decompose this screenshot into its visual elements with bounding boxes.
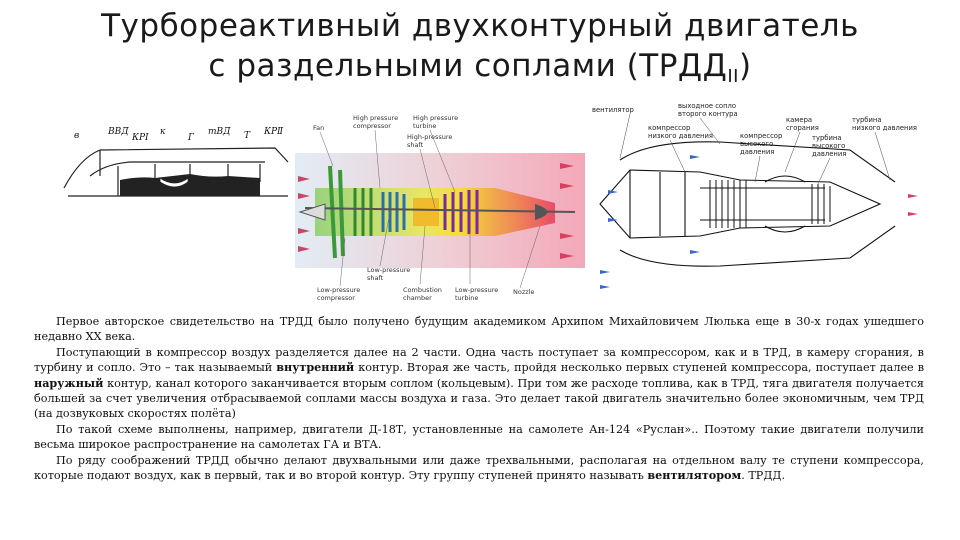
- label-lp-turbine-2: turbine: [455, 294, 479, 302]
- body-text: [34, 314, 924, 483]
- label-lp-compressor-1: Low-pressure: [317, 286, 361, 294]
- label-t: Т: [244, 131, 251, 141]
- label-hp-compressor-1-ru: компрессор: [740, 132, 783, 140]
- label-combustion-2: chamber: [403, 294, 432, 302]
- label-compressor-2: низкого давления: [648, 132, 713, 140]
- label-vvd: ВВД: [108, 127, 129, 137]
- paragraph-3: По такой схеме выполнены, например, двигатели Д-18Т, установленные на самолете Ан-124 «Руслан».. Поэтому такие двигатели получили весьма широкое распространение на самолетах ГА и ВТА.: [34, 422, 924, 452]
- label-hp-turbine-1-ru: турбина: [812, 134, 842, 142]
- label-kr1: КРⅠ: [132, 133, 149, 143]
- slide-title: [0, 6, 960, 97]
- schematic-sketch: [60, 118, 292, 208]
- label-hp-compressor-2: compressor: [353, 122, 391, 130]
- label-chamber-1: камера: [786, 116, 813, 124]
- label-hp-compressor-2-ru: высокого: [740, 140, 774, 148]
- label-chamber-2: сгорания: [786, 124, 819, 132]
- label-kr2: КРⅡ: [264, 127, 284, 137]
- label-hp-compressor-3-ru: давления: [740, 148, 775, 156]
- paragraph-1: Первое авторское свидетельство на ТРДД было получено будущим академиком Архипом Михайловичем Люлька еще в 30-х годах ушедшего недавно XX века.: [34, 315, 924, 344]
- label-lp-shaft-1: Low-pressure: [367, 266, 411, 274]
- label-lp-turbine-1-ru: турбина: [852, 116, 882, 124]
- label-hp-turbine-2-ru: высокого: [812, 142, 846, 150]
- label-outer-nozzle-1: выходное сопло: [678, 102, 737, 110]
- label-combustion-1: Combustion: [403, 286, 442, 294]
- label-g: Г: [188, 133, 194, 143]
- paragraph-2: Поступающий в компрессор воздух разделяется далее на 2 части. Одна часть поступает за компрессором, как и в ТРД, в камеру сгорания, в турбину и сопло. Это – так называемый внутренний контур. Вторая же часть, пройдя несколько первых ступеней компрессора, поступает далее в наружный контур, канал которого заканчивается вторым соплом (кольцевым). При том же расходе топлива, как в ТРД, тяга двигателя получается большей за счет увеличения отбрасываемой соплами массы воздуха и газа. Это делает такой двигатель значительно более экономичным, чем ТРД (на дозвуковых скоростях полёта): [34, 345, 924, 421]
- label-hp-turbine-2: turbine: [413, 122, 437, 130]
- paragraph-4: По ряду соображений ТРДД обычно делают двухвальными или даже трехвальными, располагая на отдельном валу те ступени компрессора, которые подают воздух, как в первый, так и во второй контур. Эту группу ступеней принято называть вентилятором. ТРДД.: [34, 453, 924, 483]
- label-outer-nozzle-2: второго контура: [678, 110, 738, 118]
- label-hp-turbine-1: High pressure: [413, 114, 459, 122]
- label-lp-compressor-2: compressor: [317, 294, 355, 302]
- label-k: к: [160, 127, 166, 137]
- label-compressor-1: компрессор: [648, 124, 691, 132]
- label-hp-compressor-1: High pressure: [353, 114, 399, 122]
- label-nozzle: Nozzle: [513, 288, 535, 296]
- label-hp-turbine-3-ru: давления: [812, 150, 847, 158]
- title-line-2: с раздельными соплами $(ТРДД_{II})$: [208, 48, 752, 87]
- turbofan-section-drawing: [590, 100, 930, 305]
- title-line-1: Турбореактивный двухконтурный двигатель: [101, 8, 859, 44]
- label-hp-shaft-2: shaft: [407, 141, 424, 149]
- label-v: в: [74, 131, 80, 141]
- label-lp-turbine-2-ru: низкого давления: [852, 124, 917, 132]
- label-tvd: тВД: [208, 127, 231, 137]
- label-fan-ru: вентилятор: [592, 106, 634, 114]
- label-lp-shaft-2: shaft: [367, 274, 384, 282]
- turbofan-cutaway-diagram: [295, 108, 595, 308]
- label-hp-shaft-1: High-pressure: [407, 133, 453, 141]
- label-lp-turbine-1: Low-pressure: [455, 286, 499, 294]
- label-fan: Fan: [313, 124, 325, 132]
